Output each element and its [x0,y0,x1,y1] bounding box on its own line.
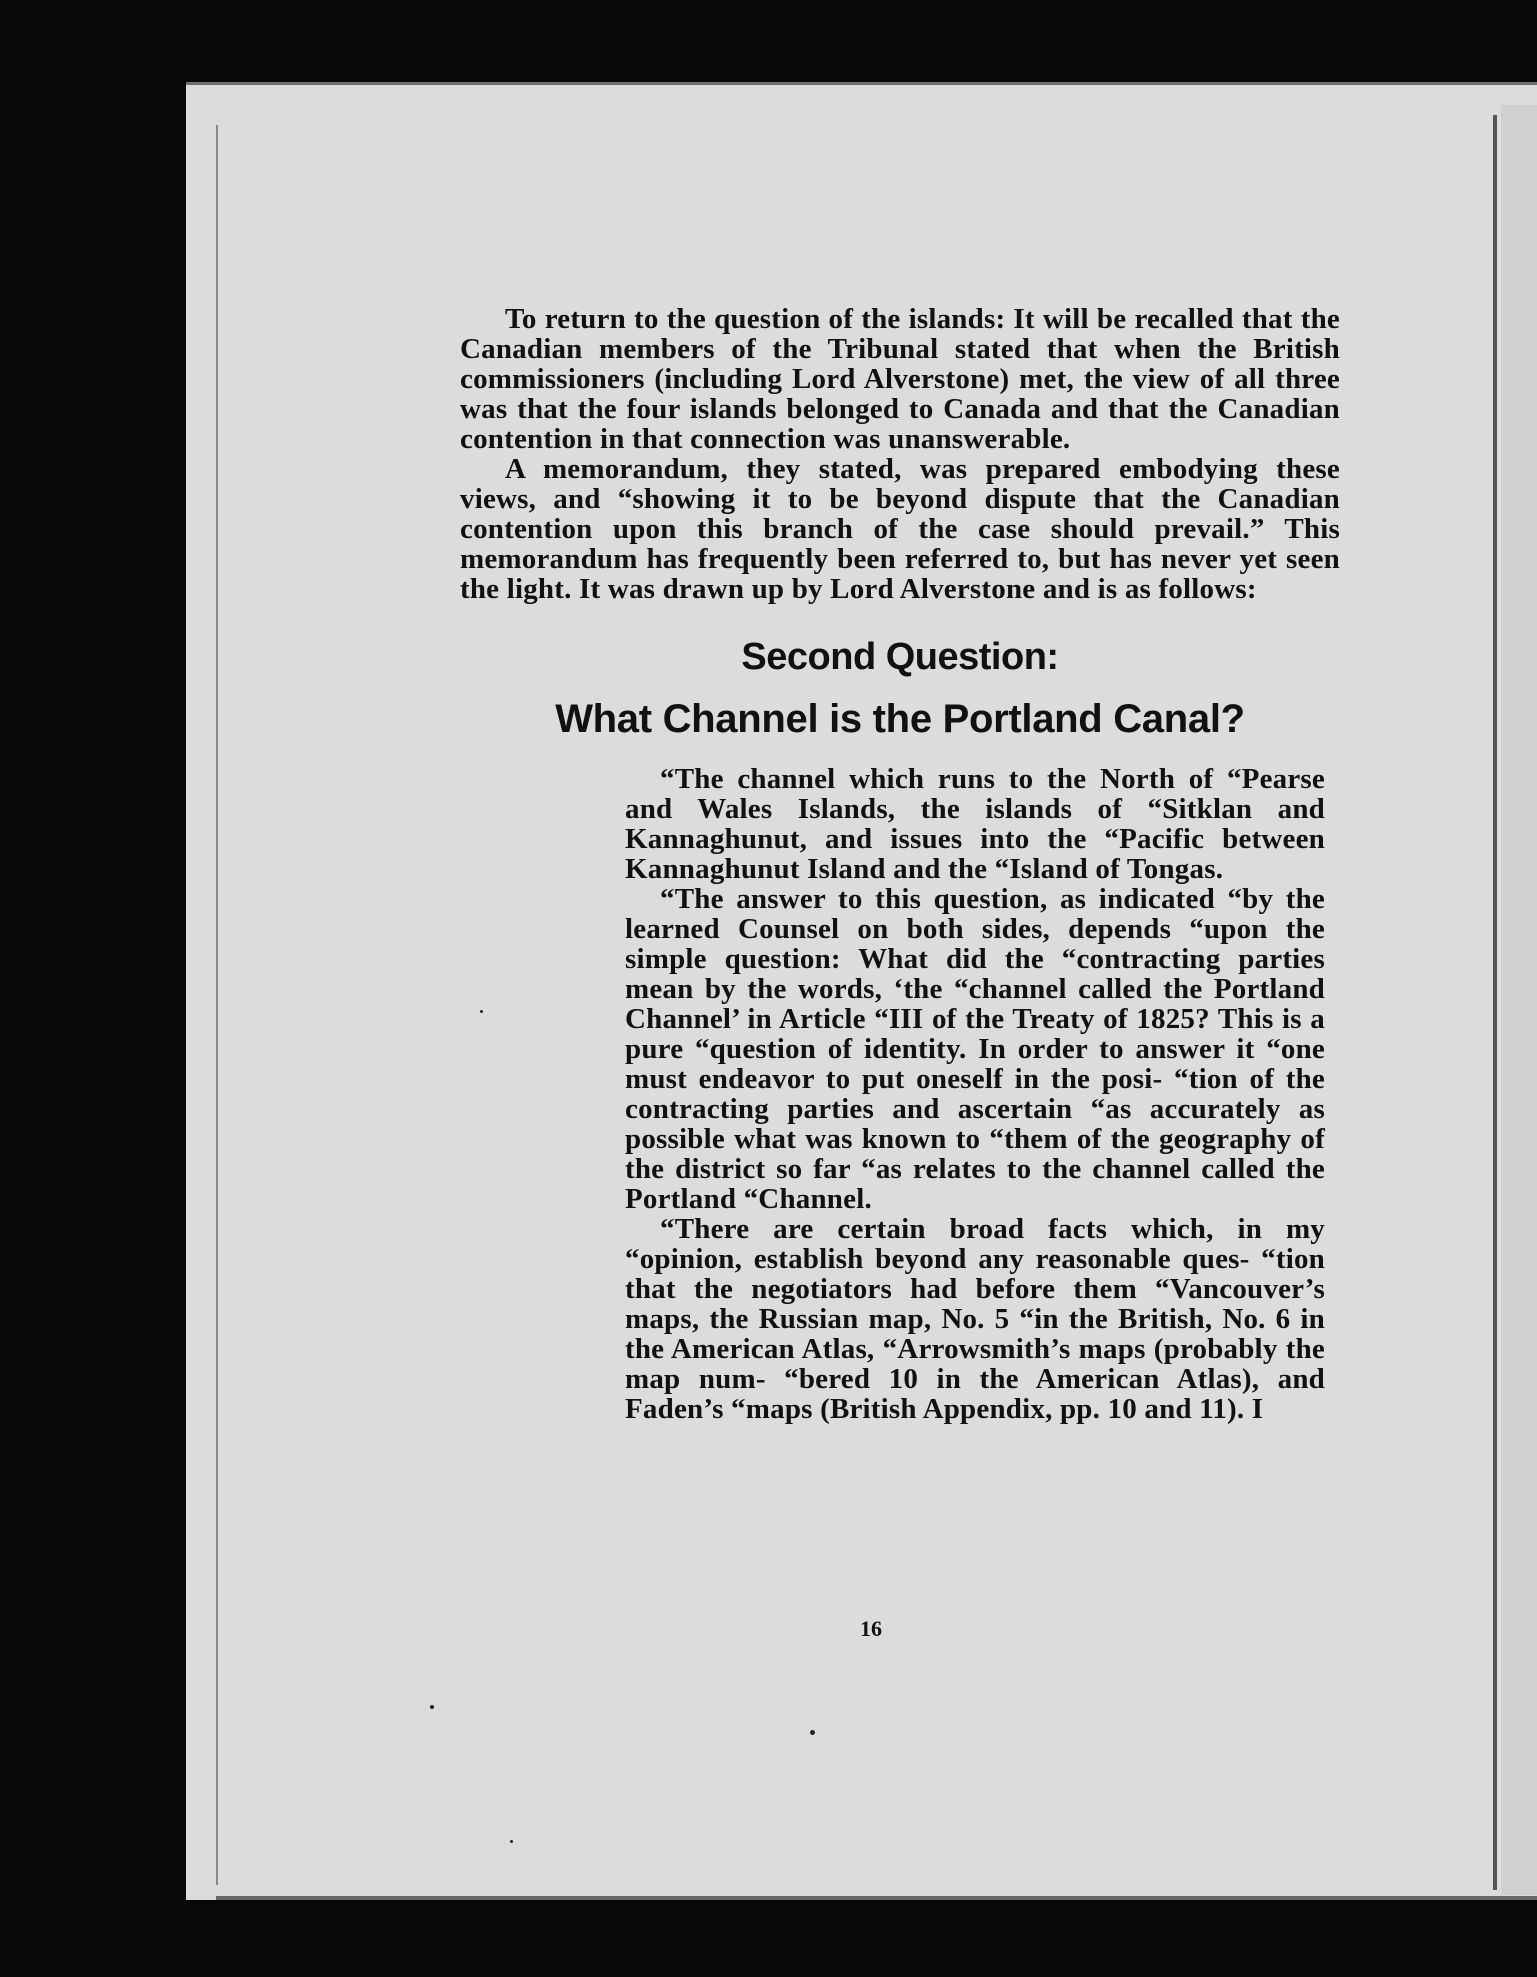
scan-speck [510,1840,513,1843]
scan-speck [810,1730,815,1735]
page-number: 16 [860,1616,882,1641]
scan-speck [480,1010,483,1013]
page-bottom-edge [216,1896,1537,1900]
question-heading: What Channel is the Portland Canal? [555,697,1245,741]
paragraph-memorandum: A memorandum, they stated, was prepared embodying these views, and “showing it to be beyond dispute that the Canadian contention upon this branch of the case should prevail.” This memorandum has frequently been referred to, but has never yet seen the light. It was drawn up by Lord Alverstone and is as follows: [460,453,1340,605]
page-gutter-line [1493,115,1497,1890]
section-heading: Second Question: [741,636,1059,678]
paragraph-islands: To return to the question of the islands: It will be recalled that the Canadian members of the Tribunal stated that when the British commissioners (including Lord Alverstone) met, the view of all three was that the four islands belonged to Canada and that the Canadian contention in that connection was unanswerable. [460,303,1340,455]
scan-speck [430,1705,434,1709]
facing-page-strip [1501,105,1537,1895]
page-text [460,304,1340,1424]
quote-paragraph-facts: “There are certain broad facts which, in my “opinion, establish beyond any reasonable ques- “tion that the negotiators had before them “Vancouver’s maps, the Russian map, No. 5 “in the British, No. 6 in the American Atlas, “Arrowsmith’s maps (probably the map num- “bered 10 in the American Atlas), and Faden’s “maps (British Appendix, pp. 10 and 11). I [625,1213,1325,1425]
quote-paragraph-channel: “The channel which runs to the North of “Pearse and Wales Islands, the islands of “Sitklan and Kannaghunut, and issues into the “Pacific between Kannaghunut Island and the “Island of Tongas. [625,763,1325,885]
quote-paragraph-answer: “The answer to this question, as indicated “by the learned Counsel on both sides, depends “upon the simple question: What did the “contracting parties mean by the words, ‘the “channel called the Portland Channel’ in Article “III of the Treaty of 1825? This is a pure “question of identity. In order to answer it “one must endeavor to put oneself in the posi- “tion of the contracting parties and ascertain “as accurately as possible what was known to “them of the geography of the district so far “as relates to the channel called the Portland “Channel. [625,883,1325,1215]
page-left-edge [216,125,218,1885]
memorandum-quote [625,764,1325,1424]
